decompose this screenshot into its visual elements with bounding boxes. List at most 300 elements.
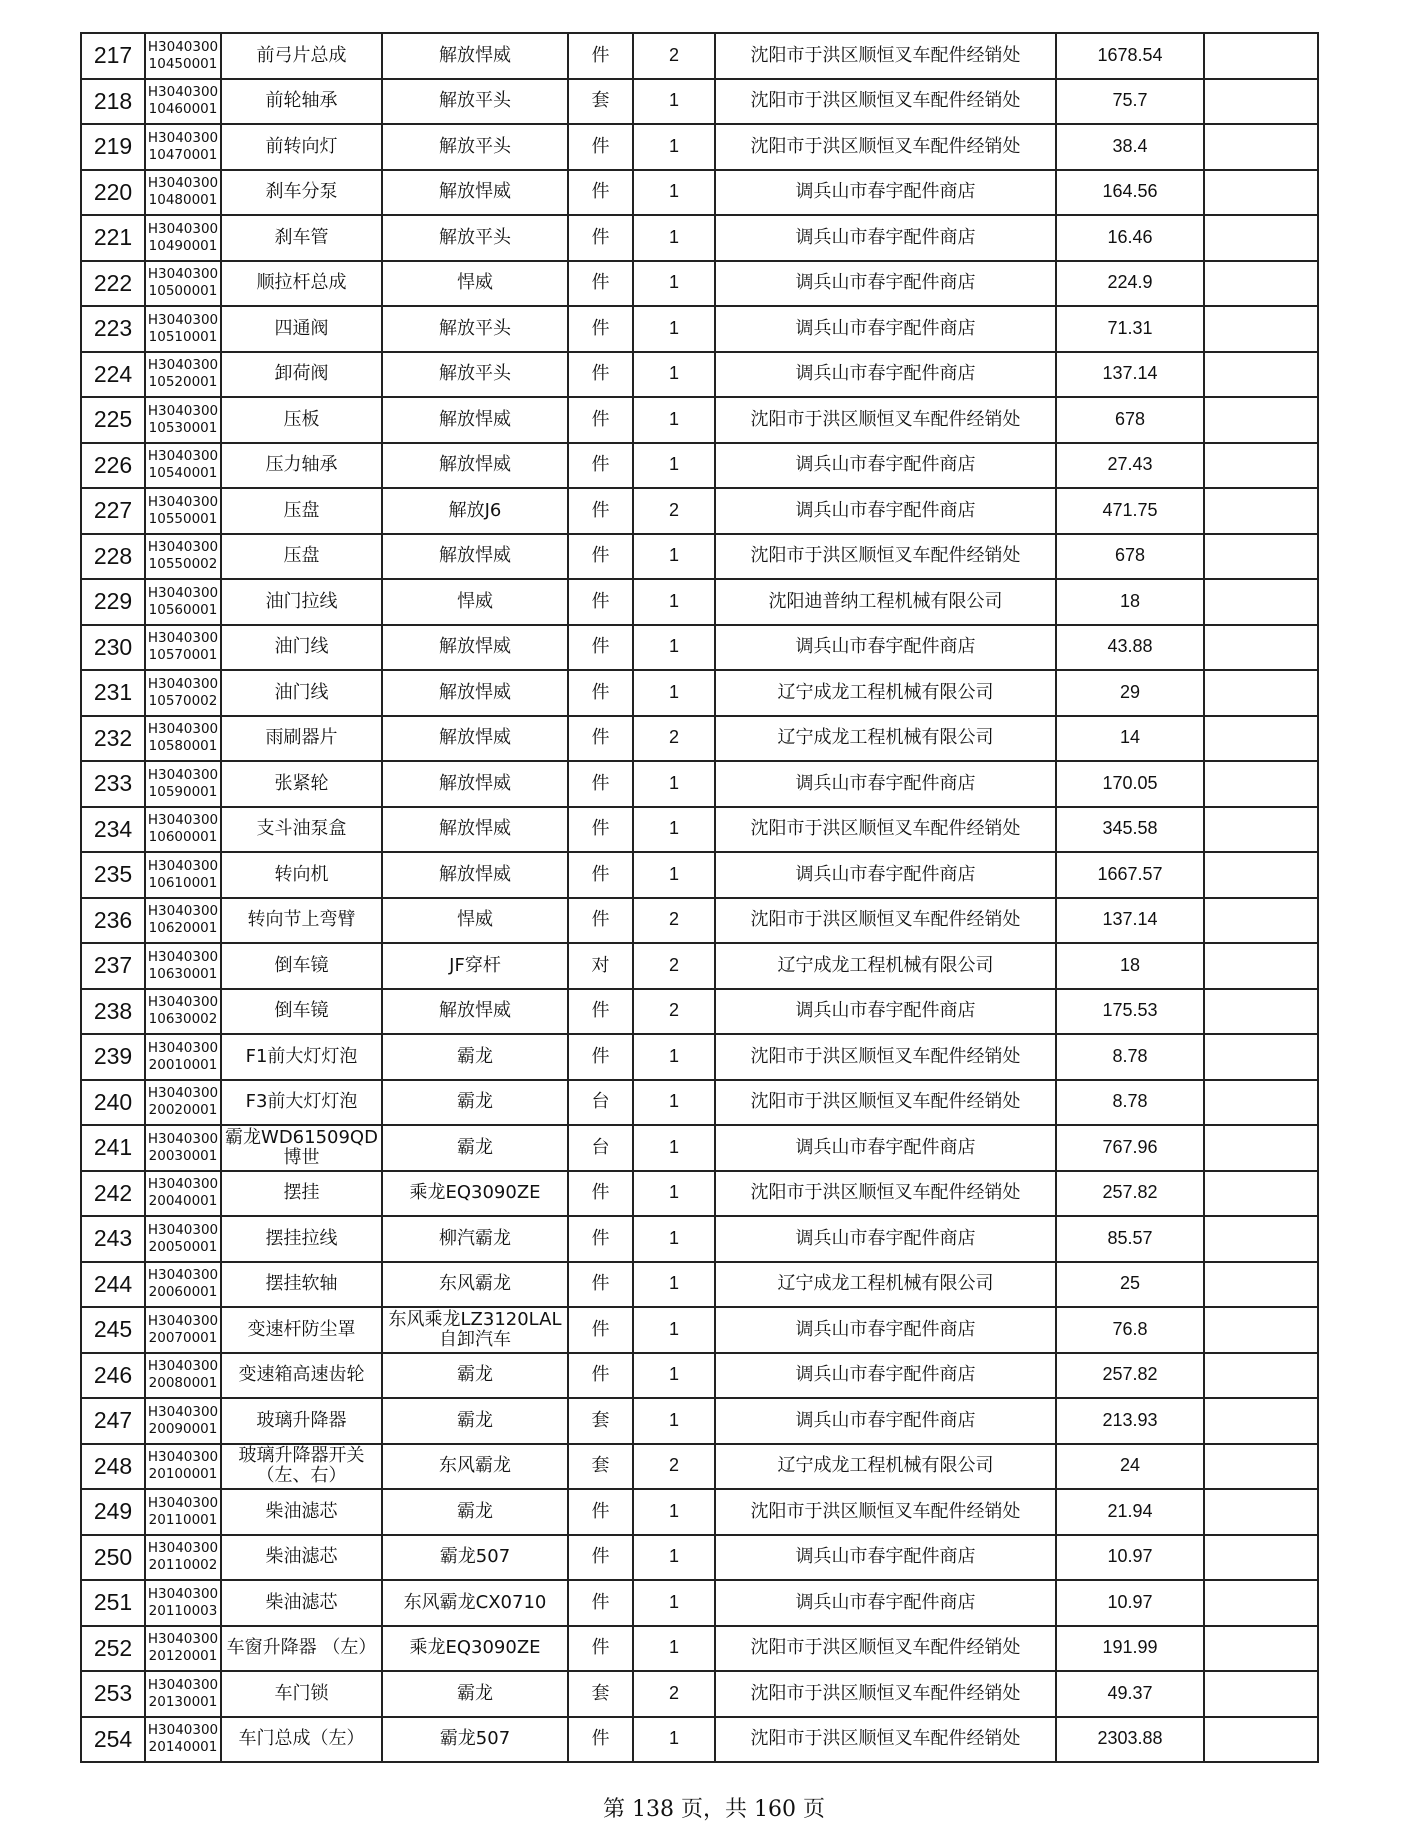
unit-cell: 件: [568, 761, 633, 807]
item-code-cell: H3040300 20030001: [145, 1125, 221, 1171]
table-row: [81, 1353, 1318, 1399]
row-number-cell: 229: [81, 579, 145, 625]
item-code-cell: H3040300 10460001: [145, 79, 221, 125]
unit-price-cell: 76.8: [1056, 1307, 1204, 1353]
item-name-cell: 柴油滤芯: [221, 1535, 382, 1581]
unit-price-cell: 8.78: [1056, 1034, 1204, 1080]
vehicle-model-cell: 解放悍威: [382, 852, 568, 898]
item-name-cell: 摆挂: [221, 1171, 382, 1217]
unit-cell: 件: [568, 215, 633, 261]
table-row: [81, 579, 1318, 625]
item-code-cell: H3040300 20070001: [145, 1307, 221, 1353]
table-row: [81, 852, 1318, 898]
vehicle-model-cell: 解放平头: [382, 79, 568, 125]
unit-cell: 件: [568, 625, 633, 671]
row-number-cell: 240: [81, 1080, 145, 1126]
supplier-cell: 调兵山市春宇配件商店: [715, 761, 1056, 807]
table-row: [81, 943, 1318, 989]
table-row: [81, 1034, 1318, 1080]
supplier-cell: 调兵山市春宇配件商店: [715, 215, 1056, 261]
item-code-cell: H3040300 10550001: [145, 488, 221, 534]
remark-cell: [1204, 1398, 1318, 1444]
row-number-cell: 250: [81, 1535, 145, 1581]
vehicle-model-cell: 霸龙: [382, 1125, 568, 1171]
unit-price-cell: 14: [1056, 716, 1204, 762]
row-number-cell: 225: [81, 397, 145, 443]
row-number-cell: 251: [81, 1580, 145, 1626]
unit-price-cell: 43.88: [1056, 625, 1204, 671]
unit-price-cell: 1678.54: [1056, 33, 1204, 79]
unit-cell: 件: [568, 807, 633, 853]
vehicle-model-cell: 解放平头: [382, 215, 568, 261]
unit-cell: 套: [568, 1444, 633, 1490]
unit-cell: 件: [568, 1262, 633, 1308]
quantity-cell: 1: [633, 443, 715, 489]
item-code-cell: H3040300 10590001: [145, 761, 221, 807]
unit-price-cell: 170.05: [1056, 761, 1204, 807]
vehicle-model-cell: 解放悍威: [382, 716, 568, 762]
item-code-cell: H3040300 20110001: [145, 1489, 221, 1535]
table-row: [81, 1125, 1318, 1171]
unit-price-cell: 49.37: [1056, 1671, 1204, 1717]
quantity-cell: 1: [633, 670, 715, 716]
item-code-cell: H3040300 10620001: [145, 898, 221, 944]
quantity-cell: 1: [633, 761, 715, 807]
unit-price-cell: 137.14: [1056, 898, 1204, 944]
item-name-cell: 油门线: [221, 625, 382, 671]
unit-cell: 件: [568, 1216, 633, 1262]
item-code-cell: H3040300 20140001: [145, 1717, 221, 1763]
item-code-cell: H3040300 10510001: [145, 306, 221, 352]
remark-cell: [1204, 1626, 1318, 1672]
table-row: [81, 1398, 1318, 1444]
vehicle-model-cell: 东风霸龙CX0710: [382, 1580, 568, 1626]
parts-table: [80, 32, 1319, 1763]
unit-price-cell: 213.93: [1056, 1398, 1204, 1444]
vehicle-model-cell: 霸龙: [382, 1398, 568, 1444]
vehicle-model-cell: 东风霸龙: [382, 1444, 568, 1490]
remark-cell: [1204, 261, 1318, 307]
supplier-cell: 沈阳市于洪区顺恒叉车配件经销处: [715, 1717, 1056, 1763]
row-number-cell: 254: [81, 1717, 145, 1763]
vehicle-model-cell: 解放平头: [382, 124, 568, 170]
row-number-cell: 239: [81, 1034, 145, 1080]
row-number-cell: 219: [81, 124, 145, 170]
vehicle-model-cell: 乘龙EQ3090ZE: [382, 1626, 568, 1672]
item-name-cell: 前弓片总成: [221, 33, 382, 79]
item-name-cell: 车窗升降器 （左）: [221, 1626, 382, 1672]
supplier-cell: 沈阳市于洪区顺恒叉车配件经销处: [715, 79, 1056, 125]
unit-price-cell: 175.53: [1056, 989, 1204, 1035]
item-code-cell: H3040300 10470001: [145, 124, 221, 170]
item-code-cell: H3040300 20110003: [145, 1580, 221, 1626]
vehicle-model-cell: 解放悍威: [382, 625, 568, 671]
row-number-cell: 233: [81, 761, 145, 807]
quantity-cell: 1: [633, 1216, 715, 1262]
unit-price-cell: 471.75: [1056, 488, 1204, 534]
table-row: [81, 124, 1318, 170]
item-code-cell: H3040300 10560001: [145, 579, 221, 625]
vehicle-model-cell: 解放悍威: [382, 670, 568, 716]
row-number-cell: 218: [81, 79, 145, 125]
vehicle-model-cell: 解放悍威: [382, 807, 568, 853]
unit-cell: 件: [568, 534, 633, 580]
vehicle-model-cell: 解放悍威: [382, 170, 568, 216]
table-row: [81, 1535, 1318, 1581]
remark-cell: [1204, 989, 1318, 1035]
remark-cell: [1204, 761, 1318, 807]
unit-price-cell: 18: [1056, 579, 1204, 625]
item-code-cell: H3040300 20060001: [145, 1262, 221, 1308]
table-row: [81, 170, 1318, 216]
row-number-cell: 248: [81, 1444, 145, 1490]
unit-cell: 套: [568, 79, 633, 125]
remark-cell: [1204, 1262, 1318, 1308]
item-code-cell: H3040300 10500001: [145, 261, 221, 307]
unit-cell: 台: [568, 1080, 633, 1126]
quantity-cell: 1: [633, 807, 715, 853]
item-name-cell: 摆挂软轴: [221, 1262, 382, 1308]
table-row: [81, 261, 1318, 307]
quantity-cell: 1: [633, 352, 715, 398]
supplier-cell: 调兵山市春宇配件商店: [715, 625, 1056, 671]
remark-cell: [1204, 397, 1318, 443]
table-row: [81, 488, 1318, 534]
item-name-cell: 油门拉线: [221, 579, 382, 625]
unit-cell: 件: [568, 261, 633, 307]
table-row: [81, 352, 1318, 398]
supplier-cell: 调兵山市春宇配件商店: [715, 1398, 1056, 1444]
unit-price-cell: 25: [1056, 1262, 1204, 1308]
vehicle-model-cell: 解放悍威: [382, 397, 568, 443]
item-code-cell: H3040300 10570002: [145, 670, 221, 716]
vehicle-model-cell: 解放悍威: [382, 534, 568, 580]
quantity-cell: 1: [633, 1125, 715, 1171]
quantity-cell: 1: [633, 534, 715, 580]
remark-cell: [1204, 1034, 1318, 1080]
row-number-cell: 222: [81, 261, 145, 307]
table-row: [81, 1444, 1318, 1490]
quantity-cell: 1: [633, 1580, 715, 1626]
table-row: [81, 807, 1318, 853]
row-number-cell: 223: [81, 306, 145, 352]
supplier-cell: 沈阳市于洪区顺恒叉车配件经销处: [715, 1671, 1056, 1717]
item-code-cell: H3040300 10530001: [145, 397, 221, 443]
item-name-cell: 柴油滤芯: [221, 1489, 382, 1535]
item-code-cell: H3040300 10580001: [145, 716, 221, 762]
supplier-cell: 调兵山市春宇配件商店: [715, 989, 1056, 1035]
unit-cell: 件: [568, 1580, 633, 1626]
item-name-cell: 转向节上弯臂: [221, 898, 382, 944]
remark-cell: [1204, 807, 1318, 853]
item-name-cell: 玻璃升降器: [221, 1398, 382, 1444]
supplier-cell: 调兵山市春宇配件商店: [715, 1580, 1056, 1626]
remark-cell: [1204, 1353, 1318, 1399]
vehicle-model-cell: 霸龙: [382, 1671, 568, 1717]
unit-cell: 件: [568, 397, 633, 443]
row-number-cell: 227: [81, 488, 145, 534]
row-number-cell: 243: [81, 1216, 145, 1262]
table-row: [81, 1080, 1318, 1126]
item-name-cell: 转向机: [221, 852, 382, 898]
table-row: [81, 625, 1318, 671]
unit-price-cell: 85.57: [1056, 1216, 1204, 1262]
item-name-cell: 压力轴承: [221, 443, 382, 489]
quantity-cell: 1: [633, 1080, 715, 1126]
quantity-cell: 1: [633, 306, 715, 352]
unit-cell: 件: [568, 443, 633, 489]
unit-price-cell: 21.94: [1056, 1489, 1204, 1535]
vehicle-model-cell: 霸龙: [382, 1353, 568, 1399]
unit-price-cell: 10.97: [1056, 1535, 1204, 1581]
item-code-cell: H3040300 20130001: [145, 1671, 221, 1717]
row-number-cell: 253: [81, 1671, 145, 1717]
unit-price-cell: 224.9: [1056, 261, 1204, 307]
row-number-cell: 220: [81, 170, 145, 216]
unit-price-cell: 75.7: [1056, 79, 1204, 125]
item-name-cell: 张紧轮: [221, 761, 382, 807]
remark-cell: [1204, 579, 1318, 625]
vehicle-model-cell: 乘龙EQ3090ZE: [382, 1171, 568, 1217]
item-name-cell: 倒车镜: [221, 943, 382, 989]
vehicle-model-cell: 悍威: [382, 579, 568, 625]
item-code-cell: H3040300 10610001: [145, 852, 221, 898]
vehicle-model-cell: 解放J6: [382, 488, 568, 534]
table-row: [81, 989, 1318, 1035]
item-code-cell: H3040300 10630002: [145, 989, 221, 1035]
remark-cell: [1204, 352, 1318, 398]
item-name-cell: 玻璃升降器开关 （左、右）: [221, 1444, 382, 1490]
quantity-cell: 2: [633, 989, 715, 1035]
unit-cell: 件: [568, 1171, 633, 1217]
unit-cell: 对: [568, 943, 633, 989]
remark-cell: [1204, 1489, 1318, 1535]
row-number-cell: 237: [81, 943, 145, 989]
item-name-cell: F1前大灯灯泡: [221, 1034, 382, 1080]
unit-cell: 件: [568, 1717, 633, 1763]
item-code-cell: H3040300 10540001: [145, 443, 221, 489]
remark-cell: [1204, 124, 1318, 170]
remark-cell: [1204, 488, 1318, 534]
unit-cell: 件: [568, 352, 633, 398]
item-name-cell: 刹车分泵: [221, 170, 382, 216]
row-number-cell: 236: [81, 898, 145, 944]
vehicle-model-cell: 解放悍威: [382, 443, 568, 489]
vehicle-model-cell: 东风乘龙LZ3120LAL 自卸汽车: [382, 1307, 568, 1353]
vehicle-model-cell: 解放悍威: [382, 989, 568, 1035]
remark-cell: [1204, 1080, 1318, 1126]
vehicle-model-cell: 霸龙507: [382, 1717, 568, 1763]
unit-price-cell: 29: [1056, 670, 1204, 716]
vehicle-model-cell: 霸龙: [382, 1489, 568, 1535]
row-number-cell: 245: [81, 1307, 145, 1353]
unit-cell: 件: [568, 1307, 633, 1353]
unit-price-cell: 345.58: [1056, 807, 1204, 853]
item-code-cell: H3040300 20080001: [145, 1353, 221, 1399]
supplier-cell: 沈阳市于洪区顺恒叉车配件经销处: [715, 1171, 1056, 1217]
item-code-cell: H3040300 10630001: [145, 943, 221, 989]
item-code-cell: H3040300 20010001: [145, 1034, 221, 1080]
item-name-cell: 车门锁: [221, 1671, 382, 1717]
supplier-cell: 辽宁成龙工程机械有限公司: [715, 670, 1056, 716]
remark-cell: [1204, 716, 1318, 762]
remark-cell: [1204, 898, 1318, 944]
item-code-cell: H3040300 10570001: [145, 625, 221, 671]
item-name-cell: F3前大灯灯泡: [221, 1080, 382, 1126]
item-name-cell: 油门线: [221, 670, 382, 716]
remark-cell: [1204, 852, 1318, 898]
remark-cell: [1204, 1444, 1318, 1490]
unit-cell: 件: [568, 306, 633, 352]
quantity-cell: 1: [633, 1398, 715, 1444]
unit-price-cell: 191.99: [1056, 1626, 1204, 1672]
quantity-cell: 2: [633, 1444, 715, 1490]
quantity-cell: 2: [633, 716, 715, 762]
remark-cell: [1204, 534, 1318, 580]
table-row: [81, 761, 1318, 807]
table-row: [81, 1262, 1318, 1308]
unit-cell: 件: [568, 170, 633, 216]
vehicle-model-cell: 解放悍威: [382, 761, 568, 807]
vehicle-model-cell: 柳汽霸龙: [382, 1216, 568, 1262]
item-name-cell: 前轮轴承: [221, 79, 382, 125]
remark-cell: [1204, 1171, 1318, 1217]
table-row: [81, 215, 1318, 261]
vehicle-model-cell: 解放悍威: [382, 33, 568, 79]
row-number-cell: 217: [81, 33, 145, 79]
table-row: [81, 397, 1318, 443]
remark-cell: [1204, 443, 1318, 489]
row-number-cell: 234: [81, 807, 145, 853]
supplier-cell: 辽宁成龙工程机械有限公司: [715, 1444, 1056, 1490]
item-code-cell: H3040300 20120001: [145, 1626, 221, 1672]
remark-cell: [1204, 33, 1318, 79]
supplier-cell: 辽宁成龙工程机械有限公司: [715, 1262, 1056, 1308]
table-row: [81, 1216, 1318, 1262]
quantity-cell: 1: [633, 1307, 715, 1353]
item-code-cell: H3040300 10550002: [145, 534, 221, 580]
row-number-cell: 252: [81, 1626, 145, 1672]
table-row: [81, 443, 1318, 489]
unit-cell: 件: [568, 579, 633, 625]
remark-cell: [1204, 625, 1318, 671]
supplier-cell: 沈阳市于洪区顺恒叉车配件经销处: [715, 33, 1056, 79]
table-row: [81, 1626, 1318, 1672]
unit-price-cell: 678: [1056, 397, 1204, 443]
vehicle-model-cell: 东风霸龙: [382, 1262, 568, 1308]
unit-cell: 套: [568, 1398, 633, 1444]
vehicle-model-cell: 霸龙507: [382, 1535, 568, 1581]
item-name-cell: 四通阀: [221, 306, 382, 352]
supplier-cell: 沈阳市于洪区顺恒叉车配件经销处: [715, 534, 1056, 580]
unit-cell: 件: [568, 898, 633, 944]
remark-cell: [1204, 1580, 1318, 1626]
quantity-cell: 1: [633, 852, 715, 898]
table-row: [81, 79, 1318, 125]
row-number-cell: 230: [81, 625, 145, 671]
remark-cell: [1204, 943, 1318, 989]
item-name-cell: 变速箱高速齿轮: [221, 1353, 382, 1399]
vehicle-model-cell: 悍威: [382, 898, 568, 944]
item-name-cell: 刹车管: [221, 215, 382, 261]
quantity-cell: 1: [633, 261, 715, 307]
table-row: [81, 716, 1318, 762]
item-name-cell: 柴油滤芯: [221, 1580, 382, 1626]
unit-cell: 件: [568, 33, 633, 79]
remark-cell: [1204, 1671, 1318, 1717]
supplier-cell: 沈阳市于洪区顺恒叉车配件经销处: [715, 124, 1056, 170]
supplier-cell: 沈阳市于洪区顺恒叉车配件经销处: [715, 1080, 1056, 1126]
table-row: [81, 306, 1318, 352]
supplier-cell: 沈阳迪普纳工程机械有限公司: [715, 579, 1056, 625]
row-number-cell: 228: [81, 534, 145, 580]
item-code-cell: H3040300 20090001: [145, 1398, 221, 1444]
unit-price-cell: 137.14: [1056, 352, 1204, 398]
remark-cell: [1204, 79, 1318, 125]
remark-cell: [1204, 306, 1318, 352]
quantity-cell: 1: [633, 124, 715, 170]
item-code-cell: H3040300 20020001: [145, 1080, 221, 1126]
item-name-cell: 压盘: [221, 488, 382, 534]
table-row: [81, 670, 1318, 716]
unit-price-cell: 24: [1056, 1444, 1204, 1490]
item-name-cell: 车门总成（左）: [221, 1717, 382, 1763]
remark-cell: [1204, 170, 1318, 216]
item-name-cell: 压板: [221, 397, 382, 443]
supplier-cell: 调兵山市春宇配件商店: [715, 1125, 1056, 1171]
unit-cell: 件: [568, 1353, 633, 1399]
table-row: [81, 1671, 1318, 1717]
unit-price-cell: 8.78: [1056, 1080, 1204, 1126]
supplier-cell: 调兵山市春宇配件商店: [715, 443, 1056, 489]
unit-price-cell: 257.82: [1056, 1353, 1204, 1399]
quantity-cell: 1: [633, 1262, 715, 1308]
supplier-cell: 调兵山市春宇配件商店: [715, 170, 1056, 216]
supplier-cell: 调兵山市春宇配件商店: [715, 1353, 1056, 1399]
supplier-cell: 沈阳市于洪区顺恒叉车配件经销处: [715, 1626, 1056, 1672]
item-code-cell: H3040300 10490001: [145, 215, 221, 261]
remark-cell: [1204, 1717, 1318, 1763]
unit-price-cell: 2303.88: [1056, 1717, 1204, 1763]
quantity-cell: 1: [633, 1034, 715, 1080]
table-row: [81, 1580, 1318, 1626]
row-number-cell: 242: [81, 1171, 145, 1217]
supplier-cell: 沈阳市于洪区顺恒叉车配件经销处: [715, 1489, 1056, 1535]
vehicle-model-cell: 解放平头: [382, 306, 568, 352]
row-number-cell: 244: [81, 1262, 145, 1308]
item-name-cell: 顺拉杆总成: [221, 261, 382, 307]
vehicle-model-cell: 悍威: [382, 261, 568, 307]
supplier-cell: 调兵山市春宇配件商店: [715, 1216, 1056, 1262]
row-number-cell: 221: [81, 215, 145, 261]
vehicle-model-cell: 霸龙: [382, 1034, 568, 1080]
table-row: [81, 1489, 1318, 1535]
quantity-cell: 2: [633, 898, 715, 944]
row-number-cell: 231: [81, 670, 145, 716]
item-name-cell: 摆挂拉线: [221, 1216, 382, 1262]
supplier-cell: 沈阳市于洪区顺恒叉车配件经销处: [715, 898, 1056, 944]
quantity-cell: 1: [633, 1717, 715, 1763]
quantity-cell: 1: [633, 79, 715, 125]
unit-cell: 件: [568, 1034, 633, 1080]
item-name-cell: 卸荷阀: [221, 352, 382, 398]
supplier-cell: 沈阳市于洪区顺恒叉车配件经销处: [715, 397, 1056, 443]
row-number-cell: 226: [81, 443, 145, 489]
row-number-cell: 224: [81, 352, 145, 398]
unit-price-cell: 16.46: [1056, 215, 1204, 261]
vehicle-model-cell: 解放平头: [382, 352, 568, 398]
unit-cell: 件: [568, 1626, 633, 1672]
